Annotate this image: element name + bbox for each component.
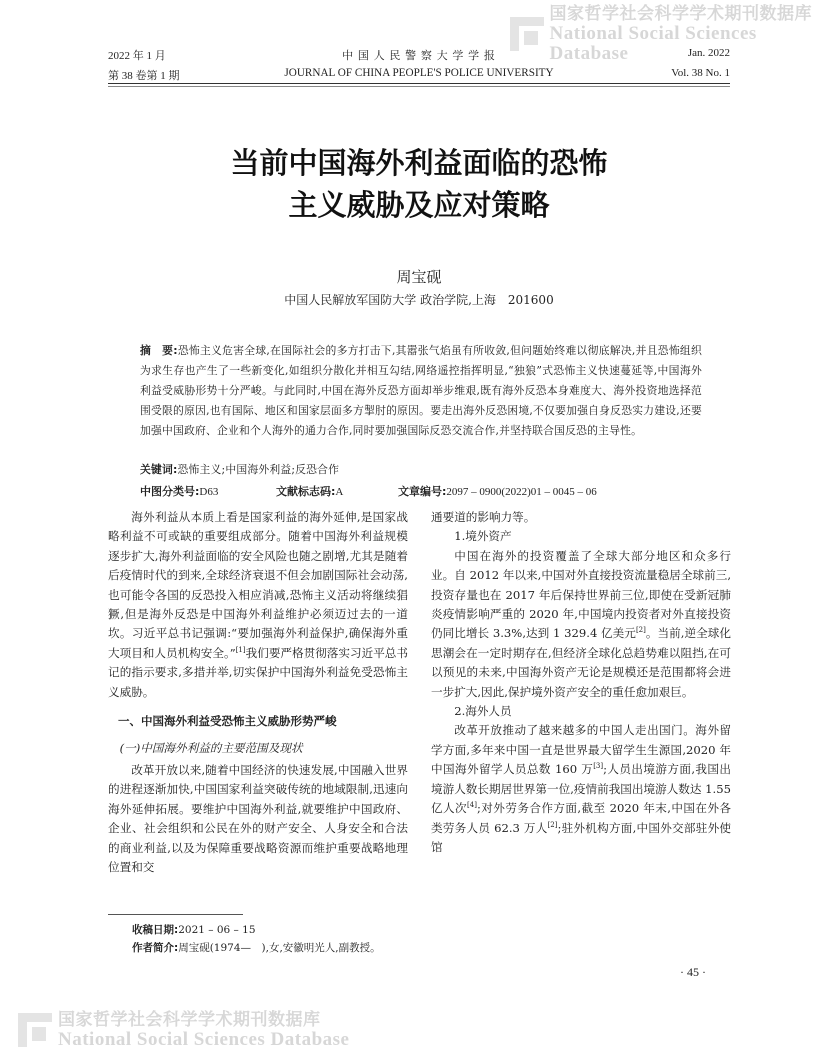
paragraph: 中国在海外的投资覆盖了全球大部分地区和众多行业。自 2012 年以来,中国对外直接投资流量稳居全球前三,投资存量也在 2017 年后保持世界前三位,即使在受新冠肺炎疫情影响严重的 2020 年,中国境内投资者对外直接投资仍同比增长 3.3%,达到 1 329.4 亿美元[2]。当前,逆全球化思潮会在一定时期存在,但经济全球化总趋势难以阻挡,在可以预见的未来,中国海外资产无论是规模还是范围都将会进一步扩大,因此,保护境外资产安全的重任愈加艰巨。 [431,548,731,699]
header-date-cn: 2022 年 1 月 [108,50,166,62]
header-volume-cn: 第 38 卷第 1 期 [108,70,180,82]
watermark-cn: 国家哲学社会科学学术期刊数据库 [549,4,813,24]
watermark-cn: 国家哲学社会科学学术期刊数据库 [58,1010,321,1030]
footnote-received: 收稿日期:2021 – 06 – 15 [132,924,256,936]
paragraph: 改革开放以来,随着中国经济的快速发展,中国融入世界的进程逐渐加快,中国国家利益突破传统的地域限制,迅速向海外延伸拓展。要维护中国海外利益,就要维护中国政府、企业、社会组织和公民在外的财产安全、人身安全和合法的商业利益,以及为保障重要战略资源而维护重要战略地理位置和交 [108,762,408,874]
page-number: · 45 · [680,965,706,979]
watermark-bottom [18,1010,349,1050]
doc-code-value: A [335,486,344,498]
article-title-line2: 主义威胁及应对策略 [288,188,550,222]
subsection-heading: 2.海外人员 [454,704,512,719]
header-rule-thin [108,86,730,87]
keywords-label: 关键词: [140,463,178,476]
watermark-logo-icon [18,1013,52,1047]
paragraph: 海外利益从本质上看是国家利益的海外延伸,是国家战略利益不可或缺的重要组成部分。随着中国海外利益规模逐步扩大,海外利益面临的安全风险也随之剧增,尤其是随着后疫情时代的到来,全球经济衰退不但会加剧国际社会动荡,也可能令各国的反恐投入相应消减,恐怖主义活动将继续猖獗,但是海外反恐是中国海外利益维护必须迈过去的一道坎。习近平总书记强调:“要加强海外利益保护,确保海外重大项目和人员机构安全。”[1]我们要严格贯彻落实习近平总书记的指示要求,多措并举,切实保护中国海外利益免受恐怖主义威胁。 [108,510,408,699]
section-heading: 一、中国海外利益受恐怖主义威胁形势严峻 [118,714,337,729]
article-title-line1: 当前中国海外利益面临的恐怖 [230,146,608,180]
header-volume-en: Vol. 38 No. 1 [671,67,730,79]
header-rule [108,83,730,84]
article-author: 周宝砚 [396,268,442,286]
clc-label: 中图分类号: [140,485,200,498]
doc-code-label: 文献标志码: [276,485,336,498]
clc-value: D63 [199,486,219,498]
body-right-column [431,508,731,857]
subsection-heading: (一)中国海外利益的主要范围及现状 [119,741,303,756]
article-affiliation: 中国人民解放军国防大学 政治学院,上海 201600 [284,293,554,307]
header-date-en: Jan. 2022 [687,47,730,59]
keywords [140,460,702,480]
footnote-author: 作者简介:周宝砚(1974— ),女,安徽明光人,副教授。 [132,942,381,954]
abstract-label: 摘 要: [140,344,178,357]
watermark-en: National Social Sciences Database [549,23,757,64]
keywords-text: 恐怖主义;中国海外利益;反恐合作 [177,463,340,476]
footnote-rule [108,914,243,915]
article-no-value: 2097 – 0900(2022)01 – 0045 – 06 [446,486,597,498]
article-no-label: 文章编号: [398,485,447,498]
header-journal-cn: 中 国 人 民 警 察 大 学 学 报 [342,50,496,62]
watermark-en: National Social Sciences Database [58,1029,350,1050]
paragraph: 通要道的影响力等。 [431,510,536,524]
subsection-heading: 1.境外资产 [454,529,512,544]
body-left-column [108,508,408,877]
header-journal-en: JOURNAL OF CHINA PEOPLE'S POLICE UNIVERSITY [284,67,554,79]
abstract [140,341,702,441]
article-meta [140,483,702,499]
paragraph: 改革开放推动了越来越多的中国人走出国门。海外留学方面,多年来中国一直是世界最大留学生生源国,2020 年中国海外留学人员总数 160 万[3];人员出境游方面,我国出境游人数长期居世界第一位,疫情前我国出境游人数达 1.55 亿人次[4];对外劳务合作方面,截至 2020 年末,中国在外各类劳务人员 62.3 万人[2];驻外机构方面,中国外交部驻外使馆 [431,723,732,854]
abstract-text: 恐怖主义危害全球,在国际社会的多方打击下,其嚣张气焰虽有所收敛,但问题始终难以彻底解决,并且恐怖组织为求生存也产生了一些新变化,如组织分散化并相互勾结,网络遥控指挥明显,“独狼”式恐怖主义快速蔓延等,中国海外利益受威胁形势十分严峻。与此同时,中国在海外反恐方面却举步维艰,既有海外反恐本身难度大、海外投资地选择范围受限的原因,也有国际、地区和国家层面多方掣肘的原因。要走出海外反恐困境,不仅要加强自身反恐实力建设,还要加强中国政府、企业和个人海外的通力合作,同时要加强国际反恐交流合作,并坚持联合国反恐的主导性。 [140,344,702,437]
watermark-logo-icon [510,17,544,51]
